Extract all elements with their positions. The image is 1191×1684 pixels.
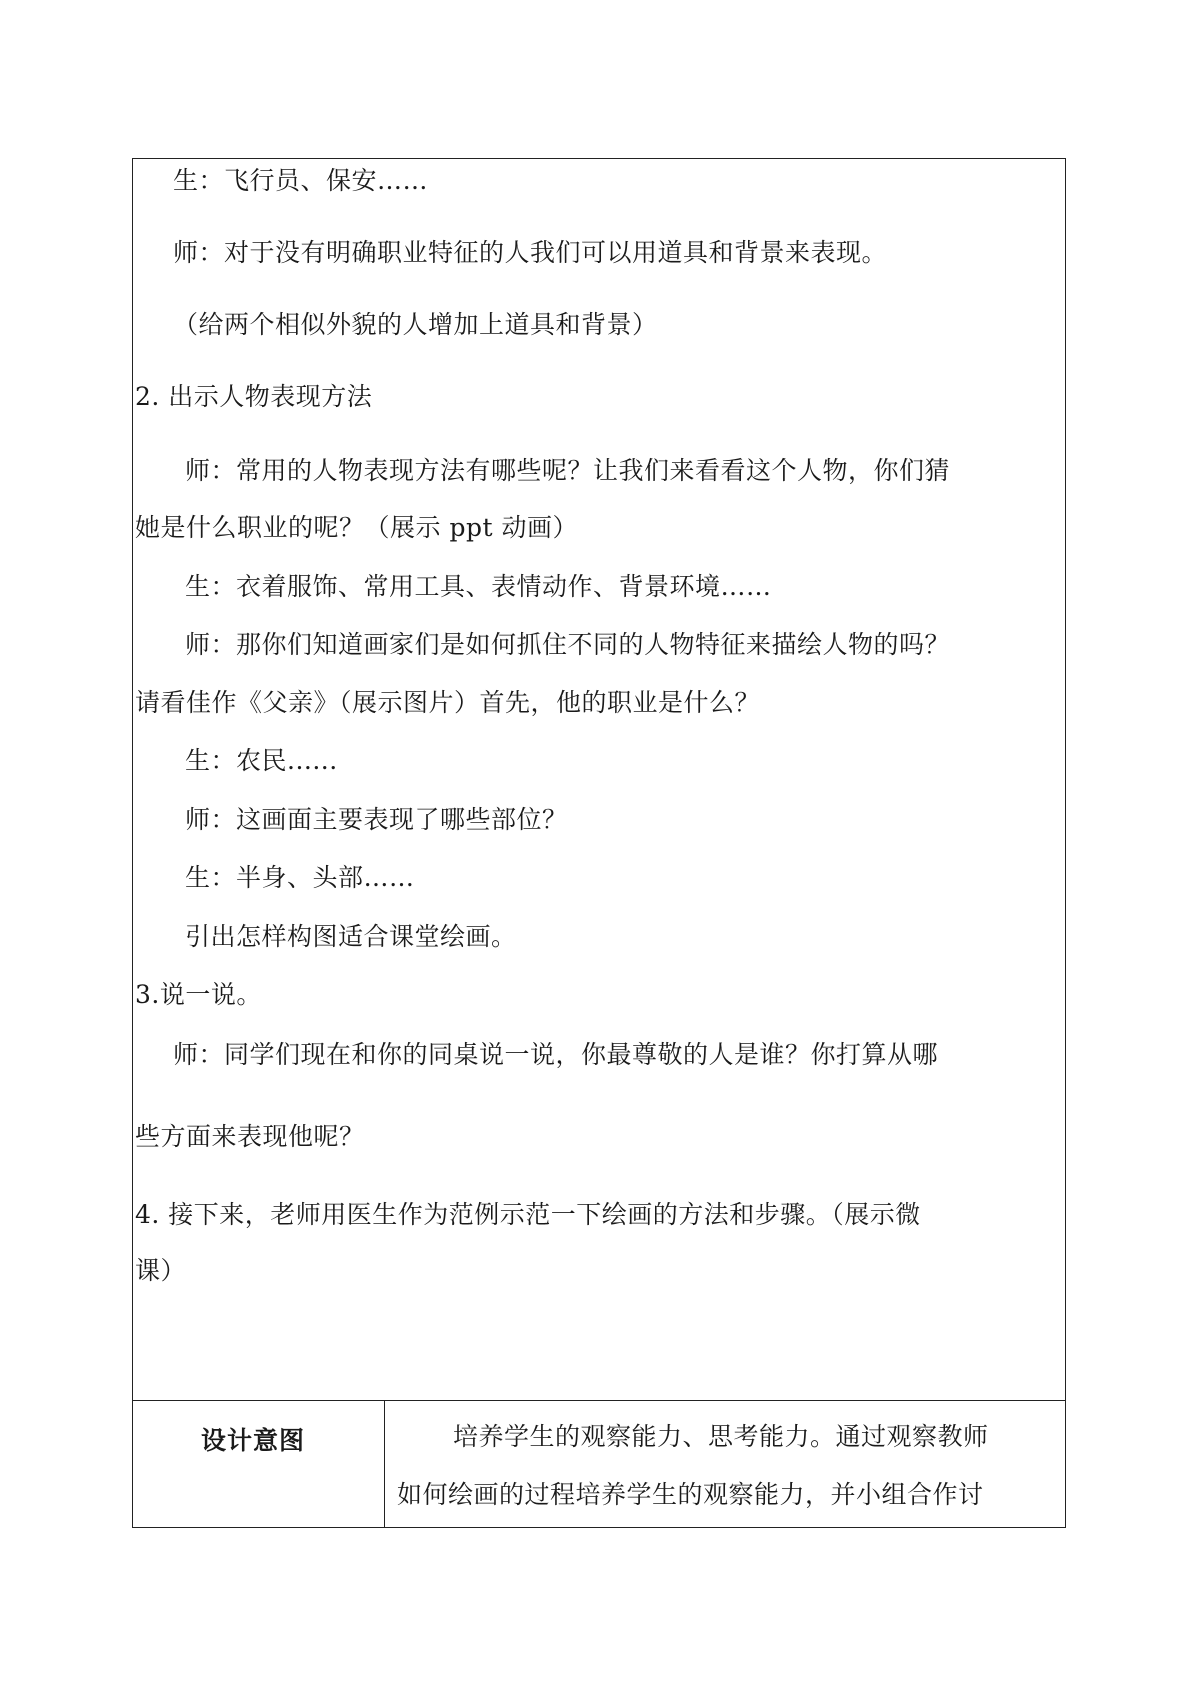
design-intent-label-cell: [133, 1401, 385, 1527]
section-heading: 2. 出示人物表现方法: [135, 382, 373, 411]
dialogue-line: 师：那你们知道画家们是如何抓住不同的人物特征来描绘人物的吗？: [185, 630, 951, 659]
dialogue-line: 请看佳作《父亲》（展示图片）首先，他的职业是什么？: [135, 688, 761, 717]
design-intent-line: 如何绘画的过程培养学生的观察能力，并小组合作讨: [397, 1480, 984, 1509]
dialogue-line: 课）: [135, 1256, 187, 1285]
section-heading: 4. 接下来，老师用医生作为范例示范一下绘画的方法和步骤。（展示微: [135, 1200, 921, 1229]
design-intent-content-cell: [385, 1401, 1065, 1527]
section-heading: 3.说一说。: [135, 980, 262, 1009]
dialogue-line: （给两个相似外貌的人增加上道具和背景）: [173, 310, 658, 339]
design-intent-label: 设计意图: [201, 1426, 306, 1455]
dialogue-line: 生：飞行员、保安……: [173, 166, 429, 195]
dialogue-line: 师：这画面主要表现了哪些部位？: [185, 805, 568, 834]
dialogue-line: 师：常用的人物表现方法有哪些呢？让我们来看看这个人物，你们猜: [185, 456, 951, 485]
dialogue-line: 些方面来表现他呢？: [135, 1122, 365, 1151]
dialogue-line: 师：同学们现在和你的同桌说一说，你最尊敬的人是谁？你打算从哪: [173, 1040, 939, 1069]
design-intent-line: 培养学生的观察能力、思考能力。通过观察教师: [453, 1422, 989, 1451]
teaching-process-cell: [133, 159, 1065, 1401]
dialogue-line: 生：衣着服饰、常用工具、表情动作、背景环境……: [185, 572, 772, 601]
dialogue-line: 生：农民......: [185, 746, 338, 775]
dialogue-line: 生：半身、头部……: [185, 863, 415, 892]
design-intent-row: [133, 1401, 1065, 1527]
dialogue-line: 引出怎样构图适合课堂绘画。: [185, 922, 517, 951]
dialogue-line: 师：对于没有明确职业特征的人我们可以用道具和背景来表现。: [173, 238, 888, 267]
dialogue-line: 她是什么职业的呢？（展示 ppt 动画）: [135, 513, 578, 542]
lesson-plan-table: [132, 158, 1066, 1528]
